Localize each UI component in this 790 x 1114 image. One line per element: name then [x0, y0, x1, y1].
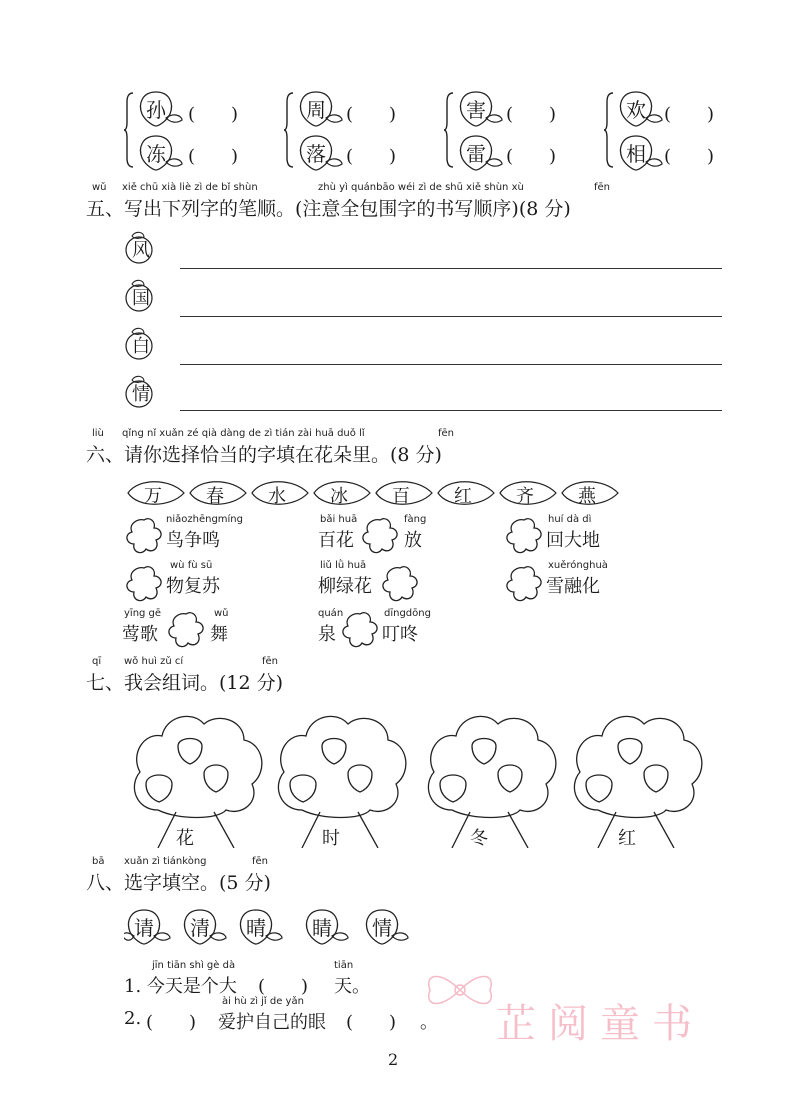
pinyin: qī: [92, 656, 102, 667]
phrase-text: 鸟争鸣: [166, 530, 220, 551]
brace-icon: [604, 92, 614, 168]
answer-blank[interactable]: ( ): [188, 146, 239, 167]
flower-icon[interactable]: [166, 610, 206, 650]
answer-blank[interactable]: ( ): [346, 104, 397, 125]
flower-icon[interactable]: [360, 516, 400, 556]
pinyin: qǐng nǐ xuǎn zé qià dàng de zì tián zài huā duǒ lǐ: [122, 428, 365, 439]
leaf-char: 红: [454, 486, 472, 507]
pinyin: huí dà dì: [548, 514, 592, 525]
writing-line[interactable]: [180, 268, 722, 269]
answer-blank[interactable]: ( ): [258, 976, 309, 997]
apple-tree-icon: [128, 706, 268, 848]
phrase-text: 泉: [318, 624, 336, 645]
flower-icon[interactable]: [124, 516, 164, 556]
tree-char: 冬: [470, 828, 488, 849]
phrase-text: 百花: [318, 530, 354, 551]
pinyin: xuěrónghuà: [548, 560, 608, 571]
peach-char: 周: [306, 98, 326, 122]
bow-watermark-icon: [420, 960, 500, 1020]
flower-icon[interactable]: [504, 516, 544, 556]
pinyin: yīng gē: [124, 608, 162, 619]
peach-char: 睛: [312, 916, 332, 940]
pinyin: fēn: [262, 656, 279, 667]
peach-char: 相: [626, 142, 646, 166]
tree-char: 花: [176, 828, 194, 849]
flower-icon[interactable]: [504, 564, 544, 604]
watermark-text: 芷阅童书: [496, 1001, 704, 1047]
phrase-text: 舞: [210, 624, 228, 645]
peach-char: 落: [306, 142, 326, 166]
tree-char: 时: [322, 828, 340, 849]
pinyin: dīngdōng: [384, 608, 431, 619]
leaf-char: 燕: [578, 486, 596, 507]
pinyin: xiě chū xià liè zì de bǐ shùn: [122, 182, 258, 193]
leaf-char: 万: [144, 486, 162, 507]
question-2-text: 爱护自己的眼: [218, 1012, 326, 1033]
flower-icon[interactable]: [340, 610, 380, 650]
question-2-number: 2.: [124, 1008, 142, 1029]
pinyin: wǒ huì zǔ cí: [124, 656, 184, 667]
pinyin: bā: [92, 856, 105, 867]
page-number: 2: [388, 1050, 399, 1069]
section-title: 六、请你选择恰当的字填在花朵里。(8 分): [86, 444, 442, 466]
peach-char: 欢: [626, 98, 646, 122]
leaf-char: 水: [268, 486, 286, 507]
leaf-row-icon: [126, 476, 626, 510]
peach-char: 清: [190, 916, 210, 940]
phrase-text: 莺歌: [122, 624, 158, 645]
peach-char: 害: [466, 98, 486, 122]
stroke-char: 白: [132, 336, 150, 357]
question-1-end: 天。: [334, 976, 370, 997]
pinyin: wù fù sū: [170, 560, 213, 571]
pinyin: liǔ lǜ huā: [320, 560, 367, 571]
answer-blank[interactable]: ( ): [188, 104, 239, 125]
peach-char: 请: [134, 916, 154, 940]
peach-char: 情: [372, 916, 392, 940]
leaf-char: 齐: [516, 486, 534, 507]
question-2-end: 。: [420, 1012, 438, 1033]
peach-char: 晴: [246, 916, 266, 940]
question-1-text: 1. 今天是个大: [124, 976, 237, 997]
pinyin: fēn: [594, 182, 611, 193]
pinyin: jīn tiān shì gè dà: [152, 960, 236, 971]
tree-char: 红: [618, 828, 636, 849]
answer-blank[interactable]: ( ): [506, 146, 557, 167]
writing-line[interactable]: [180, 364, 722, 365]
answer-blank[interactable]: ( ): [664, 104, 715, 125]
apple-tree-icon: [272, 706, 412, 848]
stroke-char: 风: [132, 240, 150, 261]
answer-blank[interactable]: ( ): [664, 146, 715, 167]
writing-line[interactable]: [180, 316, 722, 317]
answer-blank[interactable]: ( ): [346, 1012, 397, 1033]
apple-tree-icon: [568, 706, 708, 848]
peach-char: 孙: [146, 98, 166, 122]
phrase-text: 柳绿花: [318, 576, 372, 597]
pinyin: liù: [92, 428, 104, 439]
section-title: 七、我会组词。(12 分): [86, 672, 284, 694]
brace-icon: [124, 92, 134, 168]
pinyin: fēn: [252, 856, 269, 867]
peach-char: 雷: [466, 142, 486, 166]
phrase-text: 回大地: [546, 530, 600, 551]
answer-blank[interactable]: ( ): [146, 1012, 197, 1033]
pinyin: wǔ: [92, 182, 107, 193]
pinyin: ài hù zì jǐ de yǎn: [222, 996, 304, 1007]
apple-tree-icon: [422, 706, 562, 848]
stroke-char: 国: [132, 288, 150, 309]
peach-char: 冻: [146, 142, 166, 166]
answer-blank[interactable]: ( ): [506, 104, 557, 125]
pinyin: fàng: [404, 514, 427, 525]
phrase-text: 雪融化: [546, 576, 600, 597]
brace-icon: [444, 92, 454, 168]
leaf-char: 百: [392, 486, 410, 507]
brace-icon: [284, 92, 294, 168]
leaf-char: 春: [206, 486, 224, 507]
section-title: 五、写出下列字的笔顺。(注意全包围字的书写顺序)(8 分): [86, 198, 571, 220]
section-title: 八、选字填空。(5 分): [86, 872, 271, 894]
writing-line[interactable]: [180, 410, 722, 411]
pinyin: tiān: [334, 960, 354, 971]
answer-blank[interactable]: ( ): [346, 146, 397, 167]
pinyin: quán: [318, 608, 344, 619]
flower-icon[interactable]: [380, 564, 420, 604]
pinyin: wǔ: [214, 608, 229, 619]
stroke-char: 情: [132, 384, 150, 405]
flower-icon[interactable]: [124, 564, 164, 604]
phrase-text: 物复苏: [166, 576, 220, 597]
leaf-char: 冰: [330, 486, 348, 507]
phrase-text: 放: [404, 530, 422, 551]
pinyin: fēn: [438, 428, 455, 439]
pinyin: zhù yì quánbāo wéi zì de shū xiě shùn xù: [318, 182, 524, 193]
phrase-text: 叮咚: [382, 624, 418, 645]
pinyin: xuǎn zì tiánkòng: [124, 856, 207, 867]
pinyin: bǎi huā: [320, 514, 358, 525]
pinyin: niǎozhēngmíng: [166, 514, 243, 525]
